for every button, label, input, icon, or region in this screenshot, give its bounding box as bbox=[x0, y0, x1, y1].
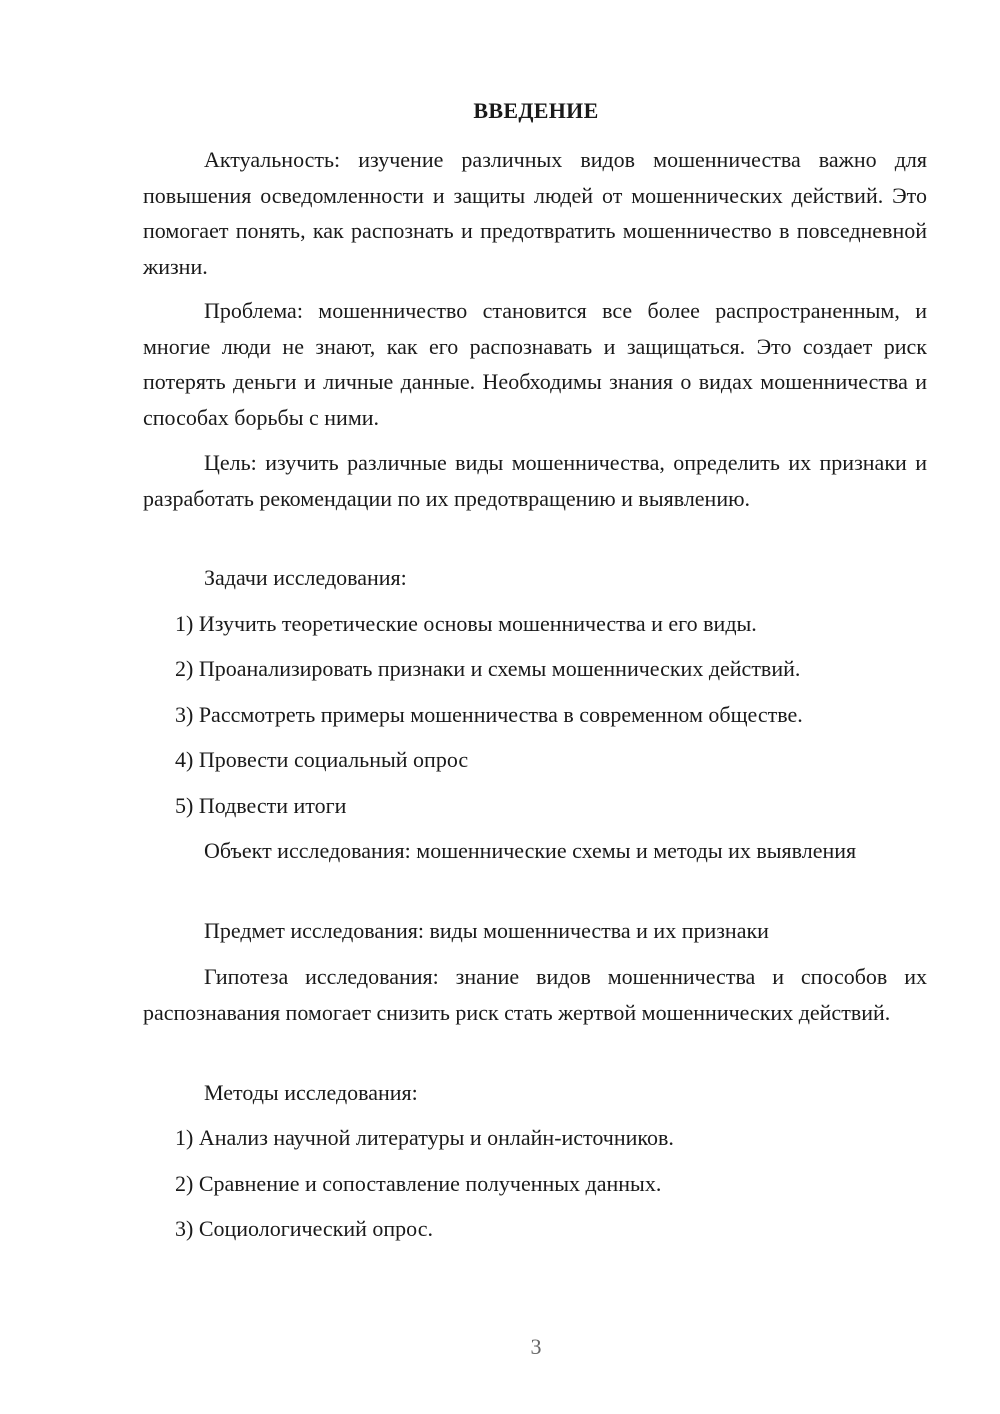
paragraph-relevance: Актуальность: изучение различных видов мошенничества важно для повышения осведомленности и защиты людей от мошеннических действий. Это помогает понять, как распознать и предотвратить мошенничество в повседневной жизни. bbox=[143, 147, 927, 279]
paragraph-goal: Цель: изучить различные виды мошенничества, определить их признаки и разработать рекомендации по их предотвращению и выявлению. bbox=[143, 450, 927, 511]
tasks-heading: Задачи исследования: bbox=[204, 565, 407, 590]
paragraph-hypothesis: Гипотеза исследования: знание видов мошенничества и способов их распознавания помогает снизить риск стать жертвой мошеннических действий. bbox=[143, 964, 927, 1025]
task-item-1: 1) Изучить теоретические основы мошенничества и его виды. bbox=[175, 611, 757, 636]
method-item-1: 1) Анализ научной литературы и онлайн-источников. bbox=[175, 1125, 674, 1150]
task-item-2: 2) Проанализировать признаки и схемы мошеннических действий. bbox=[175, 656, 801, 681]
page-number: 3 bbox=[530, 1334, 542, 1359]
paragraph-subject: Предмет исследования: виды мошенничества и их признаки bbox=[204, 918, 769, 943]
paragraph-object: Объект исследования: мошеннические схемы и методы их выявления bbox=[204, 838, 857, 863]
task-item-3: 3) Рассмотреть примеры мошенничества в современном обществе. bbox=[175, 702, 803, 727]
methods-heading: Методы исследования: bbox=[204, 1080, 418, 1105]
page-title: ВВЕДЕНИЕ bbox=[473, 98, 599, 123]
paragraph-problem: Проблема: мошенничество становится все более распространенным, и многие люди не знают, как его распознавать и защищаться. Это создает риск потерять деньги и личные данные. Необходимы знания о видах мошенничества и способах борьбы с ними. bbox=[143, 298, 927, 430]
method-item-3: 3) Социологический опрос. bbox=[175, 1216, 433, 1241]
method-item-2: 2) Сравнение и сопоставление полученных данных. bbox=[175, 1171, 662, 1196]
task-item-5: 5) Подвести итоги bbox=[175, 793, 347, 818]
task-item-4: 4) Провести социальный опрос bbox=[175, 747, 469, 772]
